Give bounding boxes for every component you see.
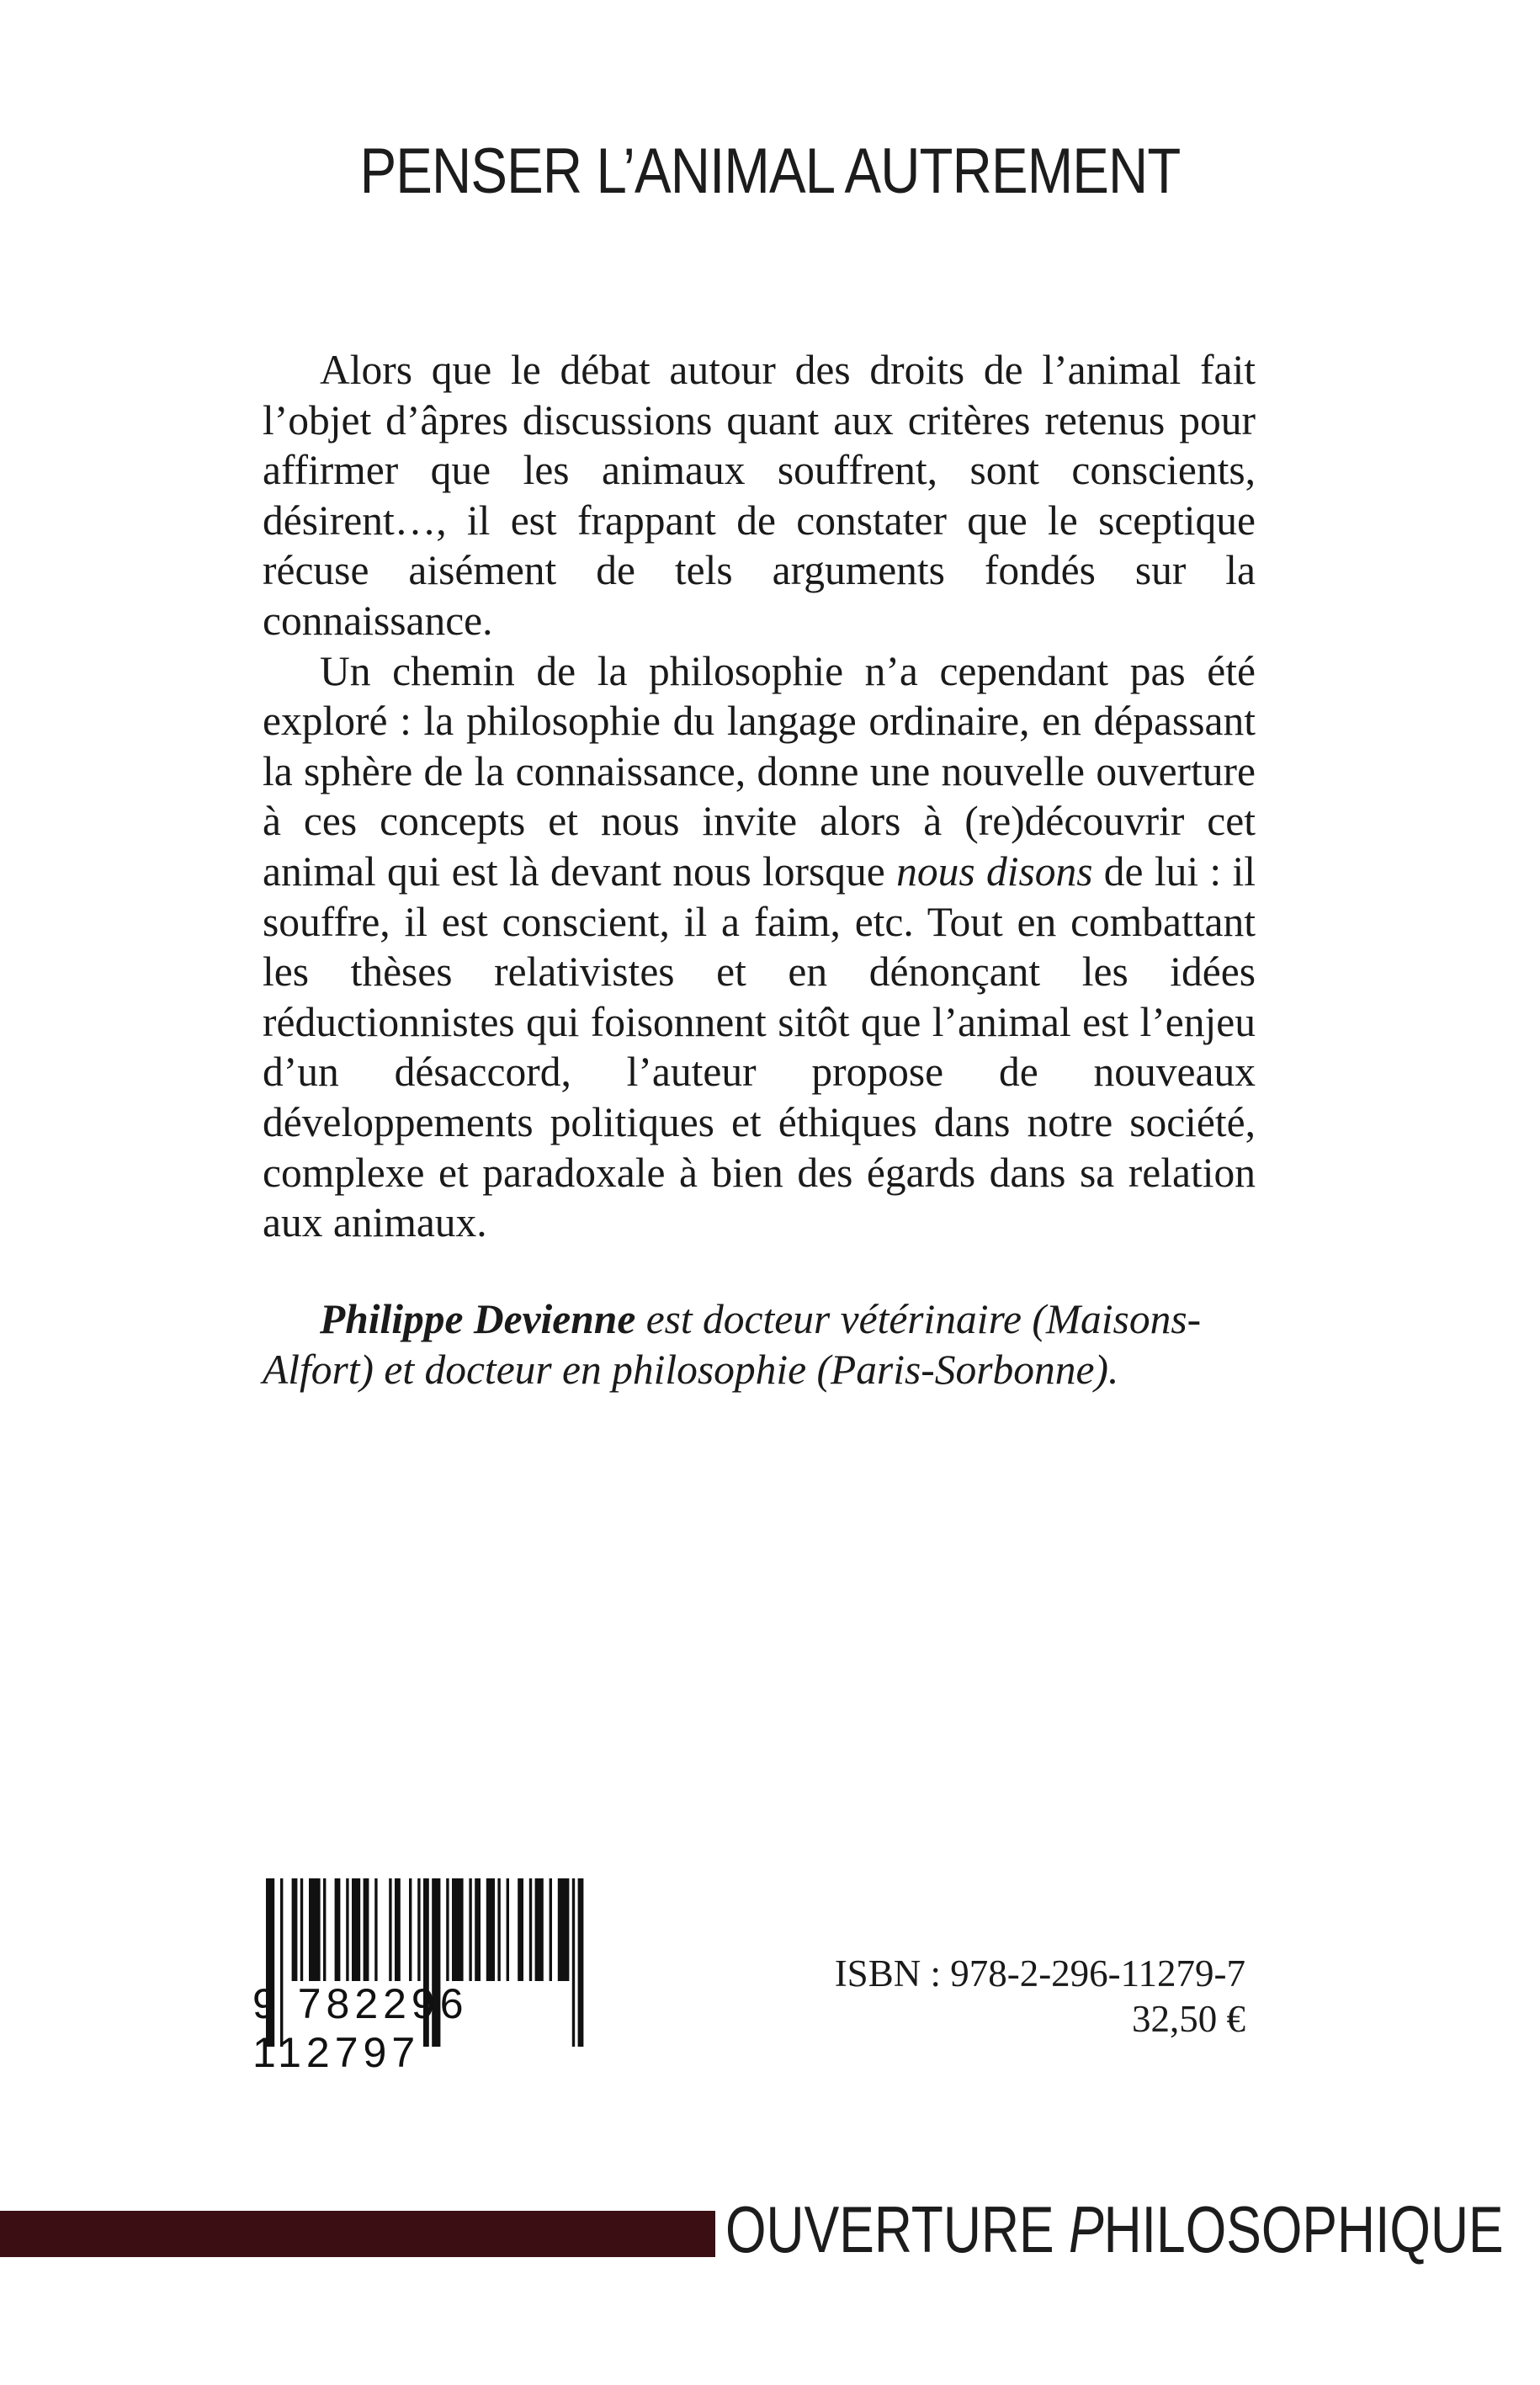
barcode-bar [452, 1878, 464, 1981]
barcode-bar [507, 1878, 509, 1981]
barcode-bar [558, 1878, 570, 1981]
blurb-paragraph-1: Alors que le débat autour des droits de l’animal fait l’objet d’âpres discussions quant aux critères retenus pour affirmer que les animaux souffrent, sont conscients, désirent…, il est frappant de constater que le sceptique récuse aisément de tels arguments fondés sur la connaissance. [263, 347, 1256, 644]
barcode-bar [352, 1878, 360, 1981]
barcode-bar [529, 1878, 532, 1981]
barcode-bar [374, 1878, 377, 1981]
series-name-italic: P [1068, 2192, 1104, 2266]
isbn-block [835, 1951, 1245, 2042]
barcode-bar [535, 1878, 544, 1981]
blurb-paragraph-2-end: de lui : il souffre, il est conscient, il a faim, etc. Tout en combattant les thèses relativistes et en dénonçant les idées réductionnistes qui foisonnent sitôt que l’animal est l’enjeu d’un désaccord, l’auteur propose de nouveaux développements politiques et éthiques dans notre société, complexe et paradoxale à bien des égards dans sa relation aux animaux. [263, 847, 1256, 1246]
book-title: PENSER L’ANIMAL AUTREMENT [359, 135, 1181, 207]
blurb-paragraph-2 [263, 646, 1256, 1248]
barcode-bar [323, 1878, 326, 1981]
blurb-emphasis: nous disons [896, 847, 1093, 895]
barcode-bar [395, 1878, 401, 1981]
barcode-bar [417, 1878, 420, 1981]
barcode-bar [497, 1878, 500, 1981]
barcode-bar [346, 1878, 348, 1981]
author-bio: est docteur vétérinaire (Maisons-Alfort) et docteur en philosophie (Paris-Sorbonne). [263, 1296, 1202, 1393]
barcode-bar [409, 1878, 412, 1981]
barcode-bar [309, 1878, 321, 1981]
price: 32,50 € [1132, 1998, 1245, 2040]
barcode-bar [389, 1878, 391, 1981]
barcode-bar [518, 1878, 523, 1981]
series-name [725, 2191, 1504, 2268]
series-color-bar [0, 2211, 715, 2257]
barcode-bar [475, 1878, 481, 1981]
barcode-bar [550, 1878, 552, 1981]
isbn-number: ISBN : 978-2-296-11279-7 [834, 1952, 1245, 1995]
barcode-bar [300, 1878, 303, 1981]
back-cover-blurb [263, 345, 1256, 1248]
barcode-bar [446, 1878, 449, 1981]
barcode-bar [292, 1878, 298, 1981]
barcode-bar [469, 1878, 471, 1981]
series-name-part-1: OUVERTURE [725, 2192, 1069, 2266]
blurb-paragraph-2-start: Un chemin de la philosophie n’a cependant pas été exploré : la philosophie du langage ordinaire, en dépassant la sphère de la connaissance, donne une nouvelle ouverture à ces concepts et nous invite alors à (re)découvrir cet animal qui est là devant nous lorsque [263, 647, 1256, 895]
author-note [263, 1294, 1256, 1394]
author-name: Philippe Devienne [320, 1296, 636, 1342]
barcode-bar [335, 1878, 341, 1981]
barcode-bar [364, 1878, 369, 1981]
series-name-part-2: HILOSOPHIQUE [1103, 2192, 1504, 2266]
barcode-bar [486, 1878, 495, 1981]
barcode-digits: 9 782296 112797 [252, 1980, 469, 2076]
